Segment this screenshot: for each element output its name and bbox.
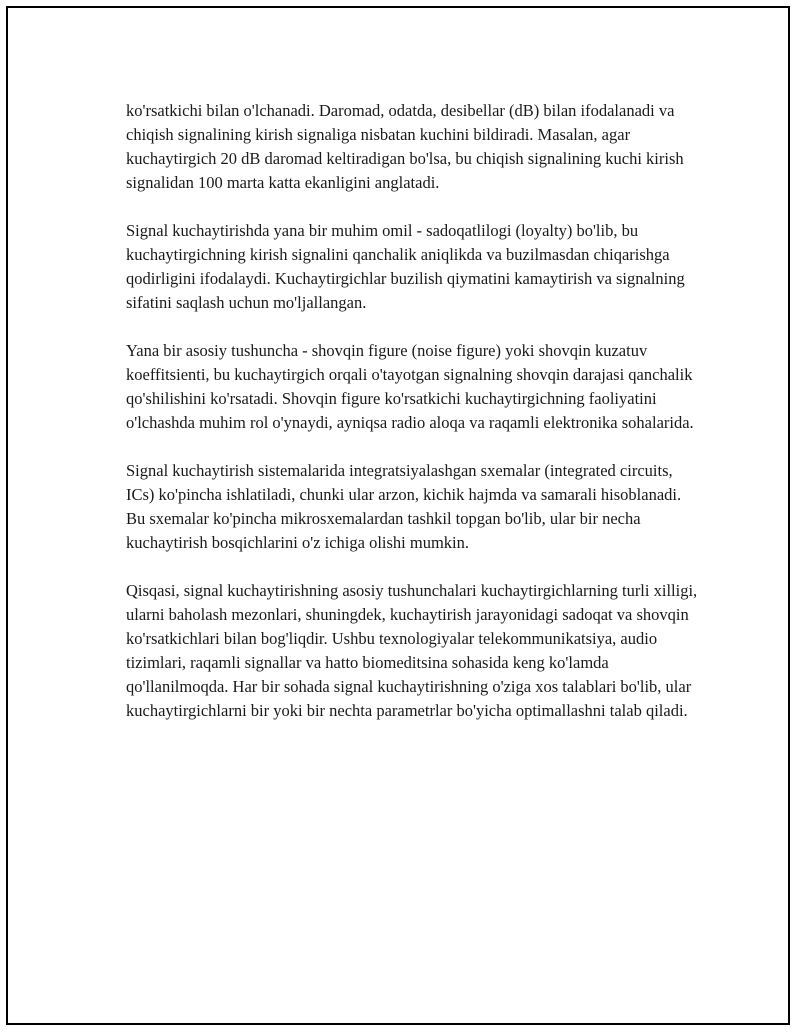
document-body [126, 99, 698, 723]
paragraph-noise-figure: Yana bir asosiy tushuncha - shovqin figure (noise figure) yoki shovqin kuzatuv koeffitsienti, bu kuchaytirgich orqali o'tayotgan signalning shovqin darajasi qanchalik qo'shilishini ko'rsatadi. Shovqin figure ko'rsatkichi kuchaytirgichning faoliyatini o'lchashda muhim rol o'ynaydi, ayniqsa radio aloqa va raqamli elektronika sohalarida. [126, 341, 694, 432]
paragraph-fidelity: Signal kuchaytirishda yana bir muhim omil - sadoqatlilogi (loyalty) bo'lib, bu kuchaytirgichning kirish signalini qanchalik aniqlikda va buzilmasdan chiqarishga qodirligini ifodalaydi. Kuchaytirgichlar buzilish qiymatini kamaytirish va signalning sifatini saqlash uchun mo'ljallangan. [126, 221, 685, 312]
paragraph-summary: Qisqasi, signal kuchaytirishning asosiy tushunchalari kuchaytirgichlarning turli xilligi, ularni baholash mezonlari, shuningdek, kuchaytirish jarayonidagi sadoqat va shovqin ko'rsatkichlari bilan bog'liqdir. Ushbu texnologiyalar telekommunikatsiya, audio tizimlari, raqamli signallar va hatto biomeditsina sohasida keng ko'lamda qo'llanilmoqda. Har bir sohada signal kuchaytirishning o'ziga xos talablari bo'lib, ular kuchaytirgichlarni bir yoki bir nechta parametrlar bo'yicha optimallashni talab qiladi. [126, 581, 698, 720]
paragraph-integrated-circuits: Signal kuchaytirish sistemalarida integratsiyalashgan sxemalar (integrated circuits, ICs) ko'pincha ishlatiladi, chunki ular arzon, kichik hajmda va samarali hisoblanadi. Bu sxemalar ko'pincha mikrosxemalardan tashkil topgan bo'lib, ular bir necha kuchaytirish bosqichlarini o'z ichiga olishi mumkin. [126, 461, 682, 552]
page-frame [6, 6, 790, 1025]
paragraph-gain: ko'rsatkichi bilan o'lchanadi. Daromad, odatda, desibellar (dB) bilan ifodalanadi va chiqish signalining kirish signaliga nisbatan kuchini bildiradi. Masalan, agar kuchaytirgich 20 dB daromad keltiradigan bo'lsa, bu chiqish signalining kuchi kirish signalidan 100 marta katta ekanligini anglatadi. [126, 101, 684, 192]
